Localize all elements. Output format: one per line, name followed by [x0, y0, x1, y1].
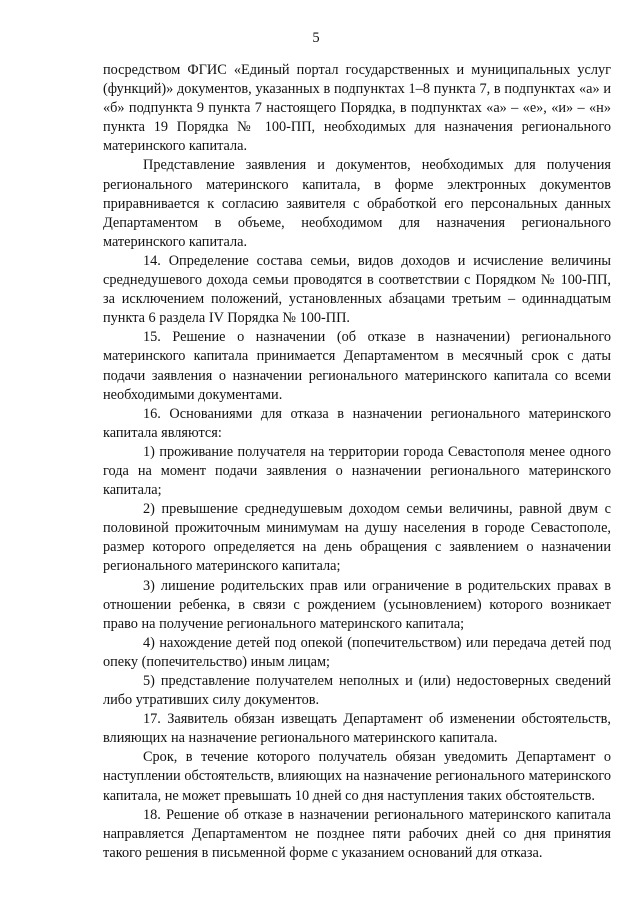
paragraph-16-item-3: 3) лишение родительских прав или ограничение в родительских правах в отношении ребенка, в связи с рождением (усыновлением) которого возникает право на получение регионального материнского капитала;	[103, 577, 611, 632]
paragraph-15: 15. Решение о назначении (об отказе в назначении) регионального материнского капитала принимается Департаментом в месячный срок с даты подачи заявления о назначении регионального материнского капитала со всеми необходимыми документами.	[103, 329, 611, 403]
paragraph-14: 14. Определение состава семьи, видов доходов и исчисление величины среднедушевого дохода семьи проводятся в соответствии с Порядком № 100-ПП, за исключением положений, установленных абзацами третьим – одиннадцатым пункта 6 раздела IV Порядка № 100-ПП.	[103, 252, 611, 327]
page-number: 5	[312, 30, 320, 46]
paragraph-17-deadline: Срок, в течение которого получатель обязан уведомить Департамент о наступлении обстоятельств, влияющих на назначение регионального материнского капитала, не может превышать 10 дней со дня наступления таких обстоятельств.	[103, 749, 611, 804]
paragraph-electronic-documents: Представление заявления и документов, необходимых для получения регионального материнского капитала, в форме электронных документов приравнивается к согласию заявителя с обработкой его персональных данных Департаментом в объеме, необходимом для назначения регионального материнского капитала.	[103, 157, 611, 250]
paragraph-16-item-4: 4) нахождение детей под опекой (попечительством) или передача детей под опеку (попечительство) иным лицам;	[103, 634, 611, 670]
paragraph-intro-continuation: посредством ФГИС «Единый портал государственных и муниципальных услуг (функций)» документов, указанных в подпунктах 1–8 пункта 7, в подпунктах «а» и «б» подпункта 9 пункта 7 настоящего Порядка, в подпунктах «а» – «е», «и» – «н» пункта 19 Порядка № 100-ПП, необходимых для назначения регионального материнского капитала.	[103, 62, 611, 155]
paragraph-17: 17. Заявитель обязан извещать Департамент об изменении обстоятельств, влияющих на назначение регионального материнского капитала.	[103, 711, 611, 747]
paragraph-18: 18. Решение об отказе в назначении регионального материнского капитала направляется Департаментом не позднее пяти рабочих дней со дня принятия такого решения в письменной форме с указанием оснований для отказа.	[103, 806, 611, 861]
paragraph-16-item-1: 1) проживание получателя на территории города Севастополя менее одного года на момент подачи заявления о назначении регионального материнского капитала;	[103, 443, 611, 499]
paragraph-16: 16. Основаниями для отказа в назначении регионального материнского капитала являются:	[103, 405, 611, 441]
paragraph-16-item-5: 5) представление получателем неполных и (или) недостоверных сведений либо утративших силу документов.	[103, 673, 611, 709]
document-body	[103, 61, 611, 863]
paragraph-16-item-2: 2) превышение среднедушевым доходом семьи величины, равной двум с половиной прожиточным минимумам на душу населения в городе Севастополе, размер которого определяется на день обращения с заявлением о назначении регионального материнского капитала;	[103, 501, 611, 575]
